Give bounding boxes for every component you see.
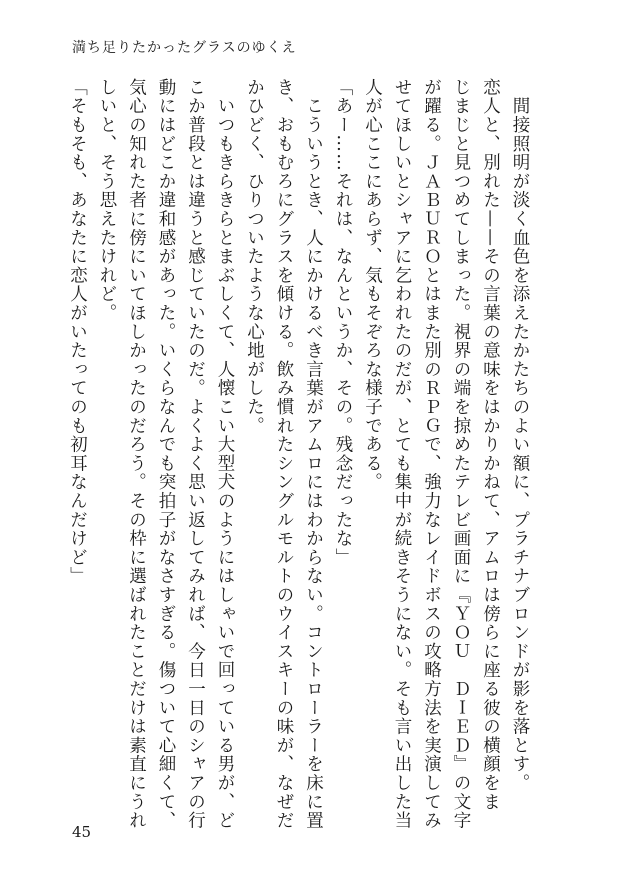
text-line: 「あー……それは、なんというか、その。残念だったな」 [333,78,353,567]
vertical-text-body [67,78,530,830]
text-line: 恋人と、別れた——その言葉の意味をはかりかねて、アムロは傍らに座る彼の横顔をま [480,78,501,812]
text-line: が躍る。ＪＡＢＵＲＯとはまた別のＲＰＧで、強力なレイドボスの攻略方法を実演してみ [421,78,442,830]
text-line: かひどく、ひりついたような心地がした。 [244,78,265,436]
text-line: 「そもそも、あなたに恋人がいたってのも初耳なんだけど」 [67,78,88,586]
text-line: こういうとき、人にかけるべき言葉がアムロにはわからない。コントローラーを床に置 [303,78,324,830]
text-line: 動にはどこか違和感があった。いくらなんでも突拍子がなさすぎる。傷ついて心細くて、 [156,78,176,830]
text-line: こか普段とは違うと感じていたのだ。よくよく思い返してみれば、今日一日のシャアの行 [185,78,206,830]
text-line: 気心の知れた者に傍にいてほしかったのだろう。その枠に選ばれたことだけは素直にうれ [126,78,147,830]
text-line: しいと、そう思えたけれど。 [97,78,117,323]
text-line: じまじと見つめてしまった。視界の端を掠めたテレビ画面に『ＹＯＵ ＤＩＥＤ』の文字 [451,78,471,830]
running-header: 満ち足りたかったグラスのゆくえ [72,40,297,56]
text-line: 間接照明が淡く血色を添えたかたちのよい額に、プラチナブロンドが影を落とす。 [510,78,530,793]
page-number: 45 [72,823,92,841]
text-line: 人が心ここにあらず、気もそぞろな様子である。 [362,78,383,492]
text-line: いつもきらきらとまぶしくて、人懐こい大型犬のようにはしゃいで回っている男が、ど [215,78,235,830]
text-line: せてほしいとシャアに乞われたのだが、とても集中が続きそうにない。そも言い出した当 [392,78,412,830]
text-line: き、おもむろにグラスを傾ける。飲み慣れたシングルモルトのウイスキーの味が、なぜだ [274,78,294,830]
